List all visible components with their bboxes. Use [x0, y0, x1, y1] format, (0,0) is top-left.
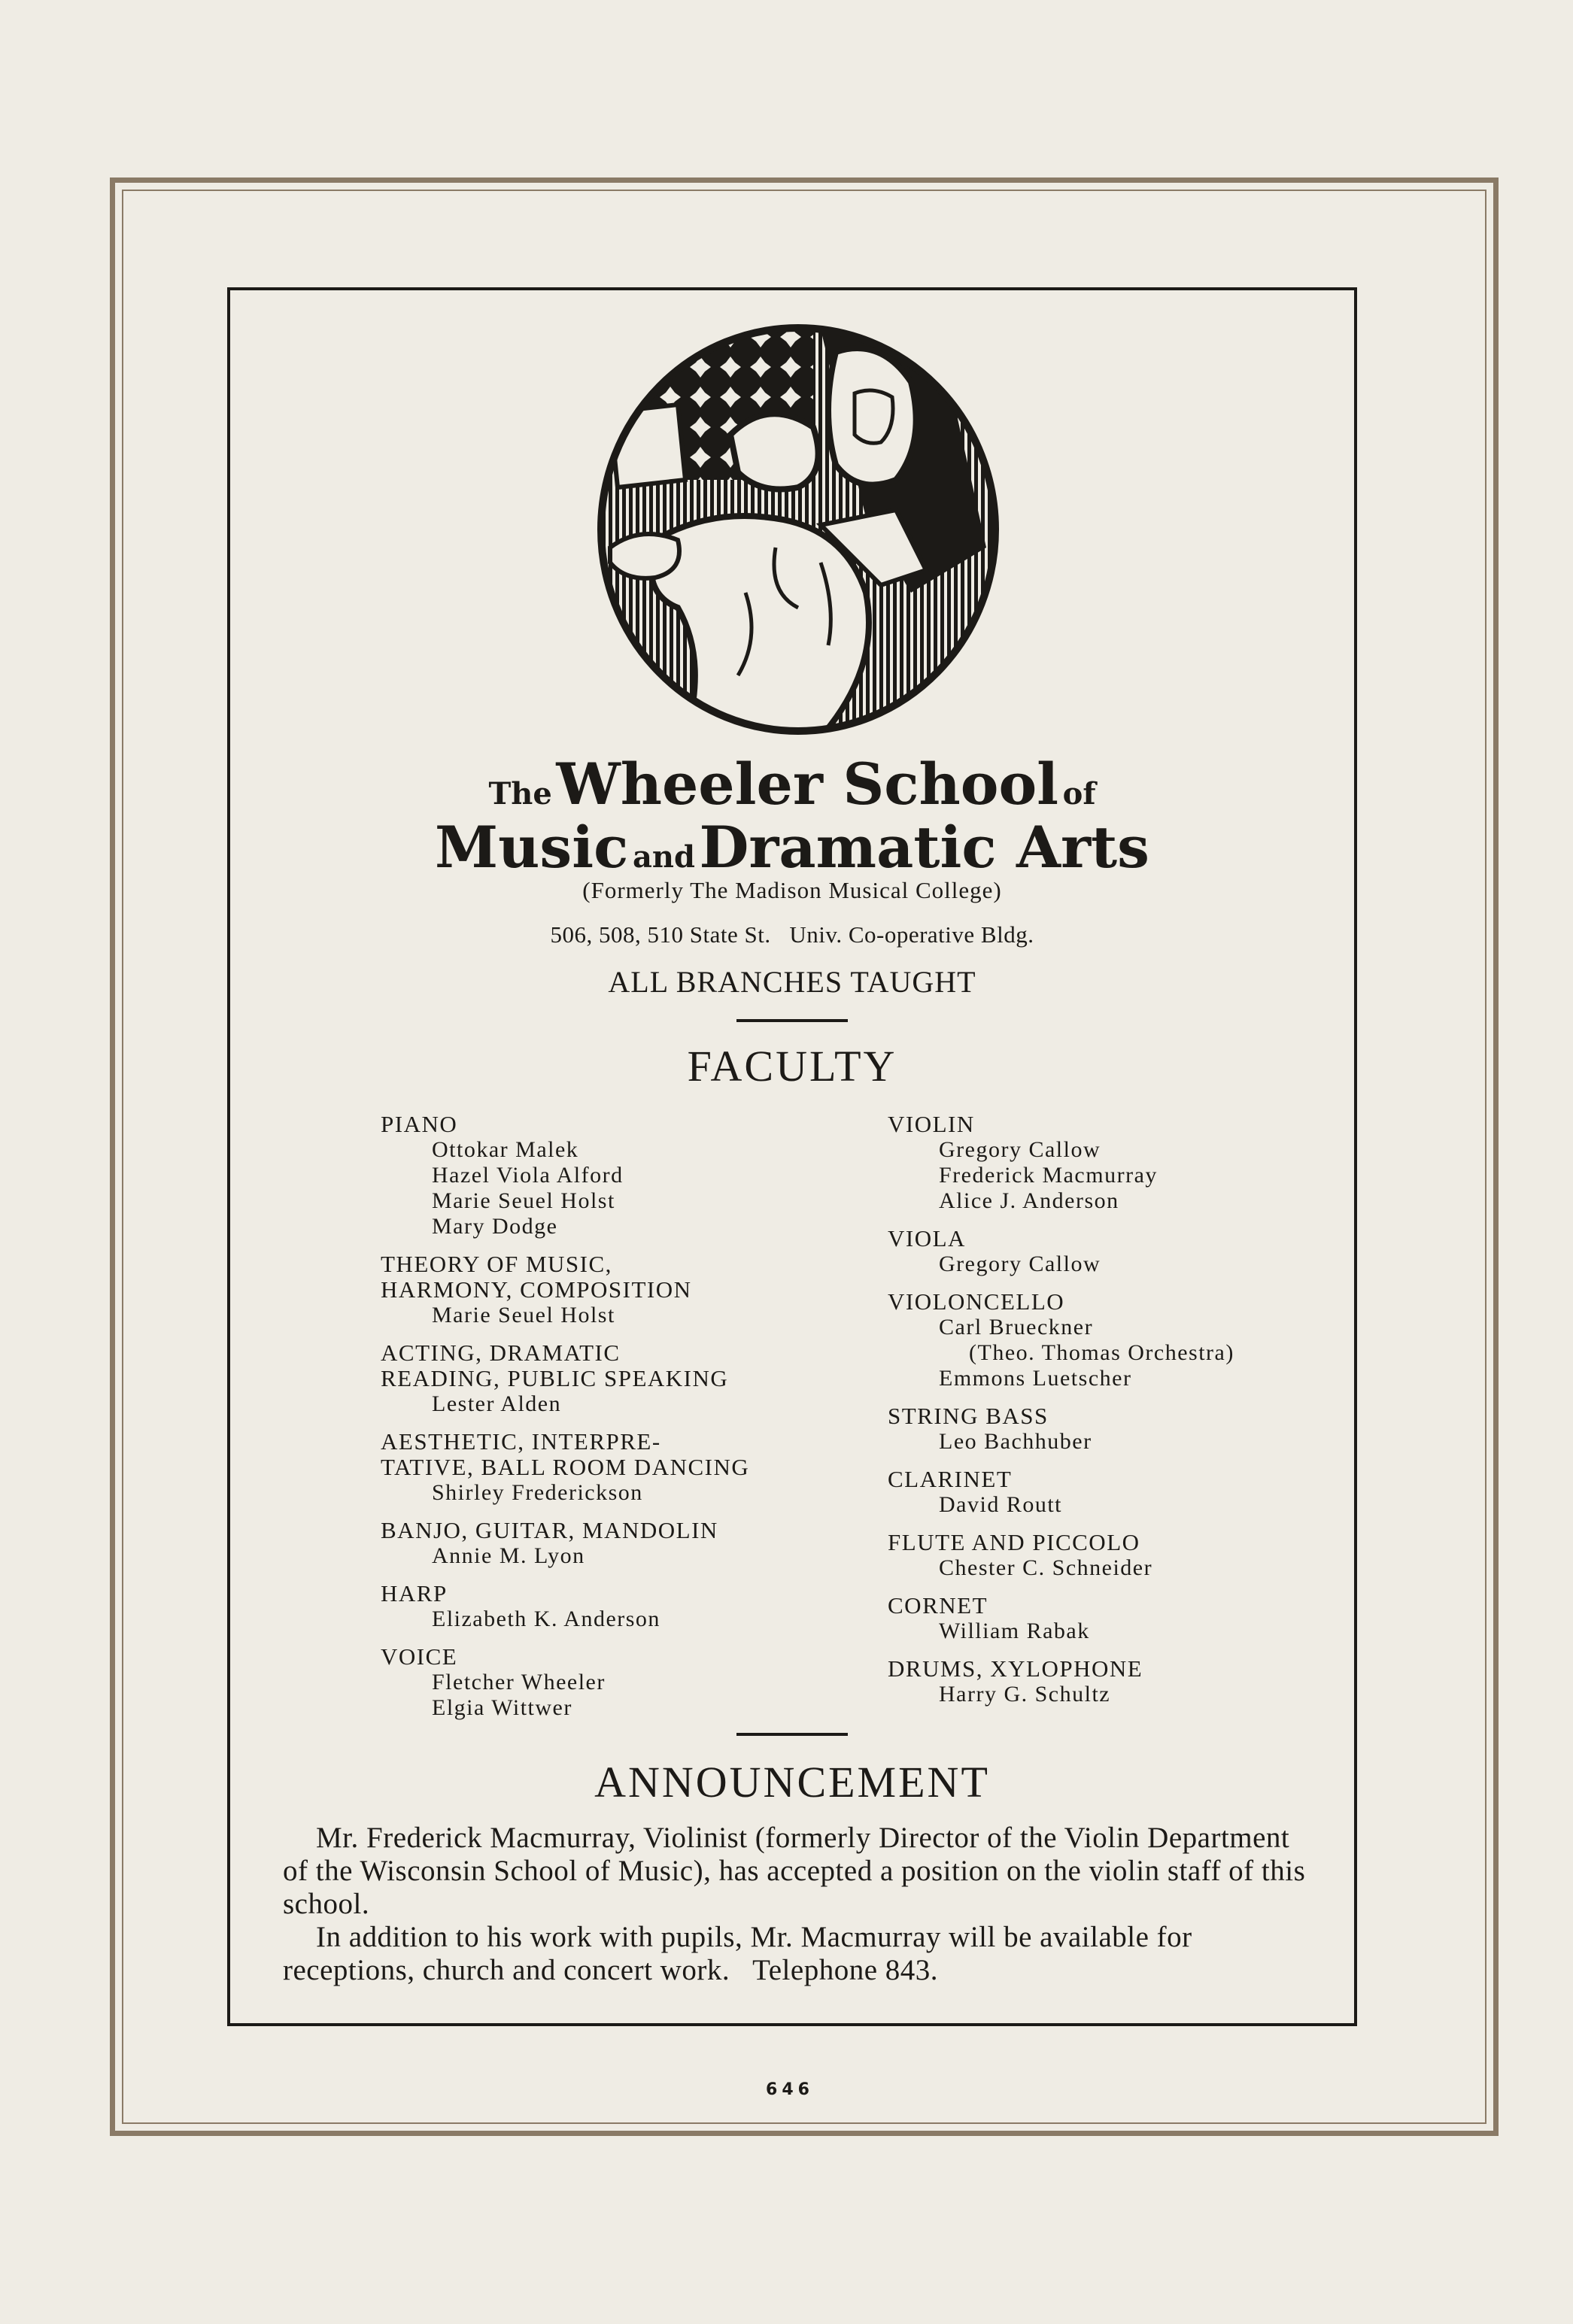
faculty-member-name: Elgia Wittwer: [432, 1695, 572, 1720]
title-word-the: The: [488, 776, 552, 812]
faculty-section: [381, 1581, 862, 1632]
faculty-section-title: [888, 1289, 1354, 1315]
faculty-member-name: Annie M. Lyon: [432, 1543, 585, 1568]
faculty-section: [381, 1252, 862, 1328]
faculty-section-title: [888, 1467, 1354, 1492]
faculty-section: [381, 1340, 862, 1417]
section-title-line: FLUTE AND PICCOLO: [888, 1529, 1140, 1555]
faculty-member-name: David Routt: [939, 1492, 1062, 1517]
faculty-section: [888, 1656, 1354, 1707]
section-title-line: AESTHETIC, INTERPRE-: [381, 1428, 661, 1455]
faculty-section: [381, 1644, 862, 1721]
faculty-member-name: (Theo. Thomas Orchestra): [969, 1340, 1234, 1365]
faculty-member-name: Elizabeth K. Anderson: [432, 1606, 660, 1631]
announcement-body: [283, 1822, 1306, 1987]
faculty-section-title: [381, 1644, 862, 1670]
faculty-heading: FACULTY: [687, 1042, 897, 1091]
all-branches-taught: ALL BRANCHES TAUGHT: [608, 965, 976, 999]
section-title-line: DRUMS, XYLOPHONE: [888, 1655, 1143, 1682]
page-number: 646: [766, 2080, 814, 2099]
faculty-section-title: [381, 1340, 862, 1391]
faculty-member-name: Gregory Callow: [939, 1137, 1101, 1162]
title-school-name: Wheeler School: [556, 751, 1059, 818]
faculty-member-name: Frederick Macmurray: [939, 1163, 1158, 1188]
section-title-line: VOICE: [381, 1643, 458, 1670]
section-title-line: STRING BASS: [888, 1403, 1049, 1429]
faculty-member-name: Harry G. Schultz: [939, 1682, 1111, 1707]
faculty-member-name: Lester Alden: [432, 1391, 562, 1416]
divider-rule: [736, 1019, 848, 1022]
divider-rule: [736, 1733, 848, 1736]
faculty-section: [888, 1530, 1354, 1581]
faculty-section-title: [888, 1530, 1354, 1555]
faculty-section-title: [888, 1403, 1354, 1429]
faculty-section-title: [381, 1429, 862, 1480]
faculty-section: [381, 1429, 862, 1506]
faculty-section: [381, 1112, 862, 1239]
faculty-member-name: Marie Seuel Holst: [432, 1188, 615, 1213]
faculty-member-name: Marie Seuel Holst: [432, 1303, 615, 1327]
section-title-line: VIOLA: [888, 1225, 966, 1252]
faculty-section-title: [381, 1581, 862, 1606]
school-address: 506, 508, 510 State St. Univ. Co-operative Bldg.: [550, 921, 1034, 948]
section-title-line: HARP: [381, 1580, 448, 1606]
section-title-line: VIOLONCELLO: [888, 1288, 1065, 1315]
faculty-member-name: Fletcher Wheeler: [432, 1670, 606, 1694]
faculty-section: [888, 1226, 1354, 1277]
faculty-section: [381, 1518, 862, 1569]
faculty-section-title: [888, 1112, 1354, 1137]
section-title-line: ACTING, DRAMATIC: [381, 1339, 621, 1366]
section-title-line: TATIVE, BALL ROOM DANCING: [381, 1454, 750, 1480]
faculty-section: [888, 1403, 1354, 1455]
faculty-member-name: Shirley Frederickson: [432, 1480, 643, 1505]
faculty-member-name: Ottokar Malek: [432, 1137, 579, 1162]
former-name-note: (Formerly The Madison Musical College): [582, 877, 1002, 903]
section-title-line: THEORY OF MUSIC,: [381, 1251, 612, 1277]
faculty-column-right: [888, 1112, 1354, 1719]
faculty-section: [888, 1467, 1354, 1518]
faculty-section-title: [888, 1593, 1354, 1619]
faculty-member-name: William Rabak: [939, 1619, 1090, 1643]
faculty-column-left: [381, 1112, 862, 1733]
announcement-paragraph: In addition to his work with pupils, Mr. Macmurray will be available for receptions, church and concert work. Telephone 843.: [283, 1921, 1200, 1986]
announcement-heading: ANNOUNCEMENT: [594, 1758, 990, 1807]
faculty-section-title: [381, 1518, 862, 1543]
section-title-line: BANJO, GUITAR, MANDOLIN: [381, 1517, 718, 1543]
faculty-member-name: Carl Brueckner: [939, 1315, 1094, 1339]
faculty-member-name: Mary Dodge: [432, 1214, 558, 1239]
faculty-member-name: Gregory Callow: [939, 1252, 1101, 1276]
section-title-line: VIOLIN: [888, 1111, 975, 1137]
section-title-line: HARMONY, COMPOSITION: [381, 1276, 692, 1303]
faculty-member-name: Emmons Luetscher: [939, 1366, 1132, 1391]
faculty-section: [888, 1289, 1354, 1391]
section-title-line: CORNET: [888, 1592, 988, 1619]
section-title-line: PIANO: [381, 1111, 458, 1137]
faculty-section-title: [381, 1252, 862, 1303]
title-word-music: Music: [435, 814, 629, 881]
announcement-paragraph: Mr. Frederick Macmurray, Violinist (formerly Director of the Violin Department of the Wisconsin School of Music), has accepted a position on the violin staff of this school.: [283, 1822, 1306, 1920]
school-name-line-1: [227, 751, 1357, 818]
title-dramatic-arts: Dramatic Arts: [699, 814, 1149, 881]
faculty-member-name: Hazel Viola Alford: [432, 1163, 624, 1188]
section-title-line: CLARINET: [888, 1466, 1013, 1492]
faculty-section-title: [381, 1112, 862, 1137]
faculty-member-name: Alice J. Anderson: [939, 1188, 1119, 1213]
title-word-of: of: [1062, 776, 1096, 812]
faculty-section-title: [888, 1656, 1354, 1682]
woodcut-medallion-illustration: [595, 322, 1001, 737]
faculty-section: [888, 1593, 1354, 1644]
school-name-line-2: [227, 814, 1357, 881]
faculty-member-name: Leo Bachhuber: [939, 1429, 1092, 1454]
faculty-section: [888, 1112, 1354, 1214]
faculty-section-title: [888, 1226, 1354, 1252]
section-title-line: READING, PUBLIC SPEAKING: [381, 1365, 729, 1391]
title-word-and: and: [632, 839, 695, 875]
faculty-member-name: Chester C. Schneider: [939, 1555, 1153, 1580]
